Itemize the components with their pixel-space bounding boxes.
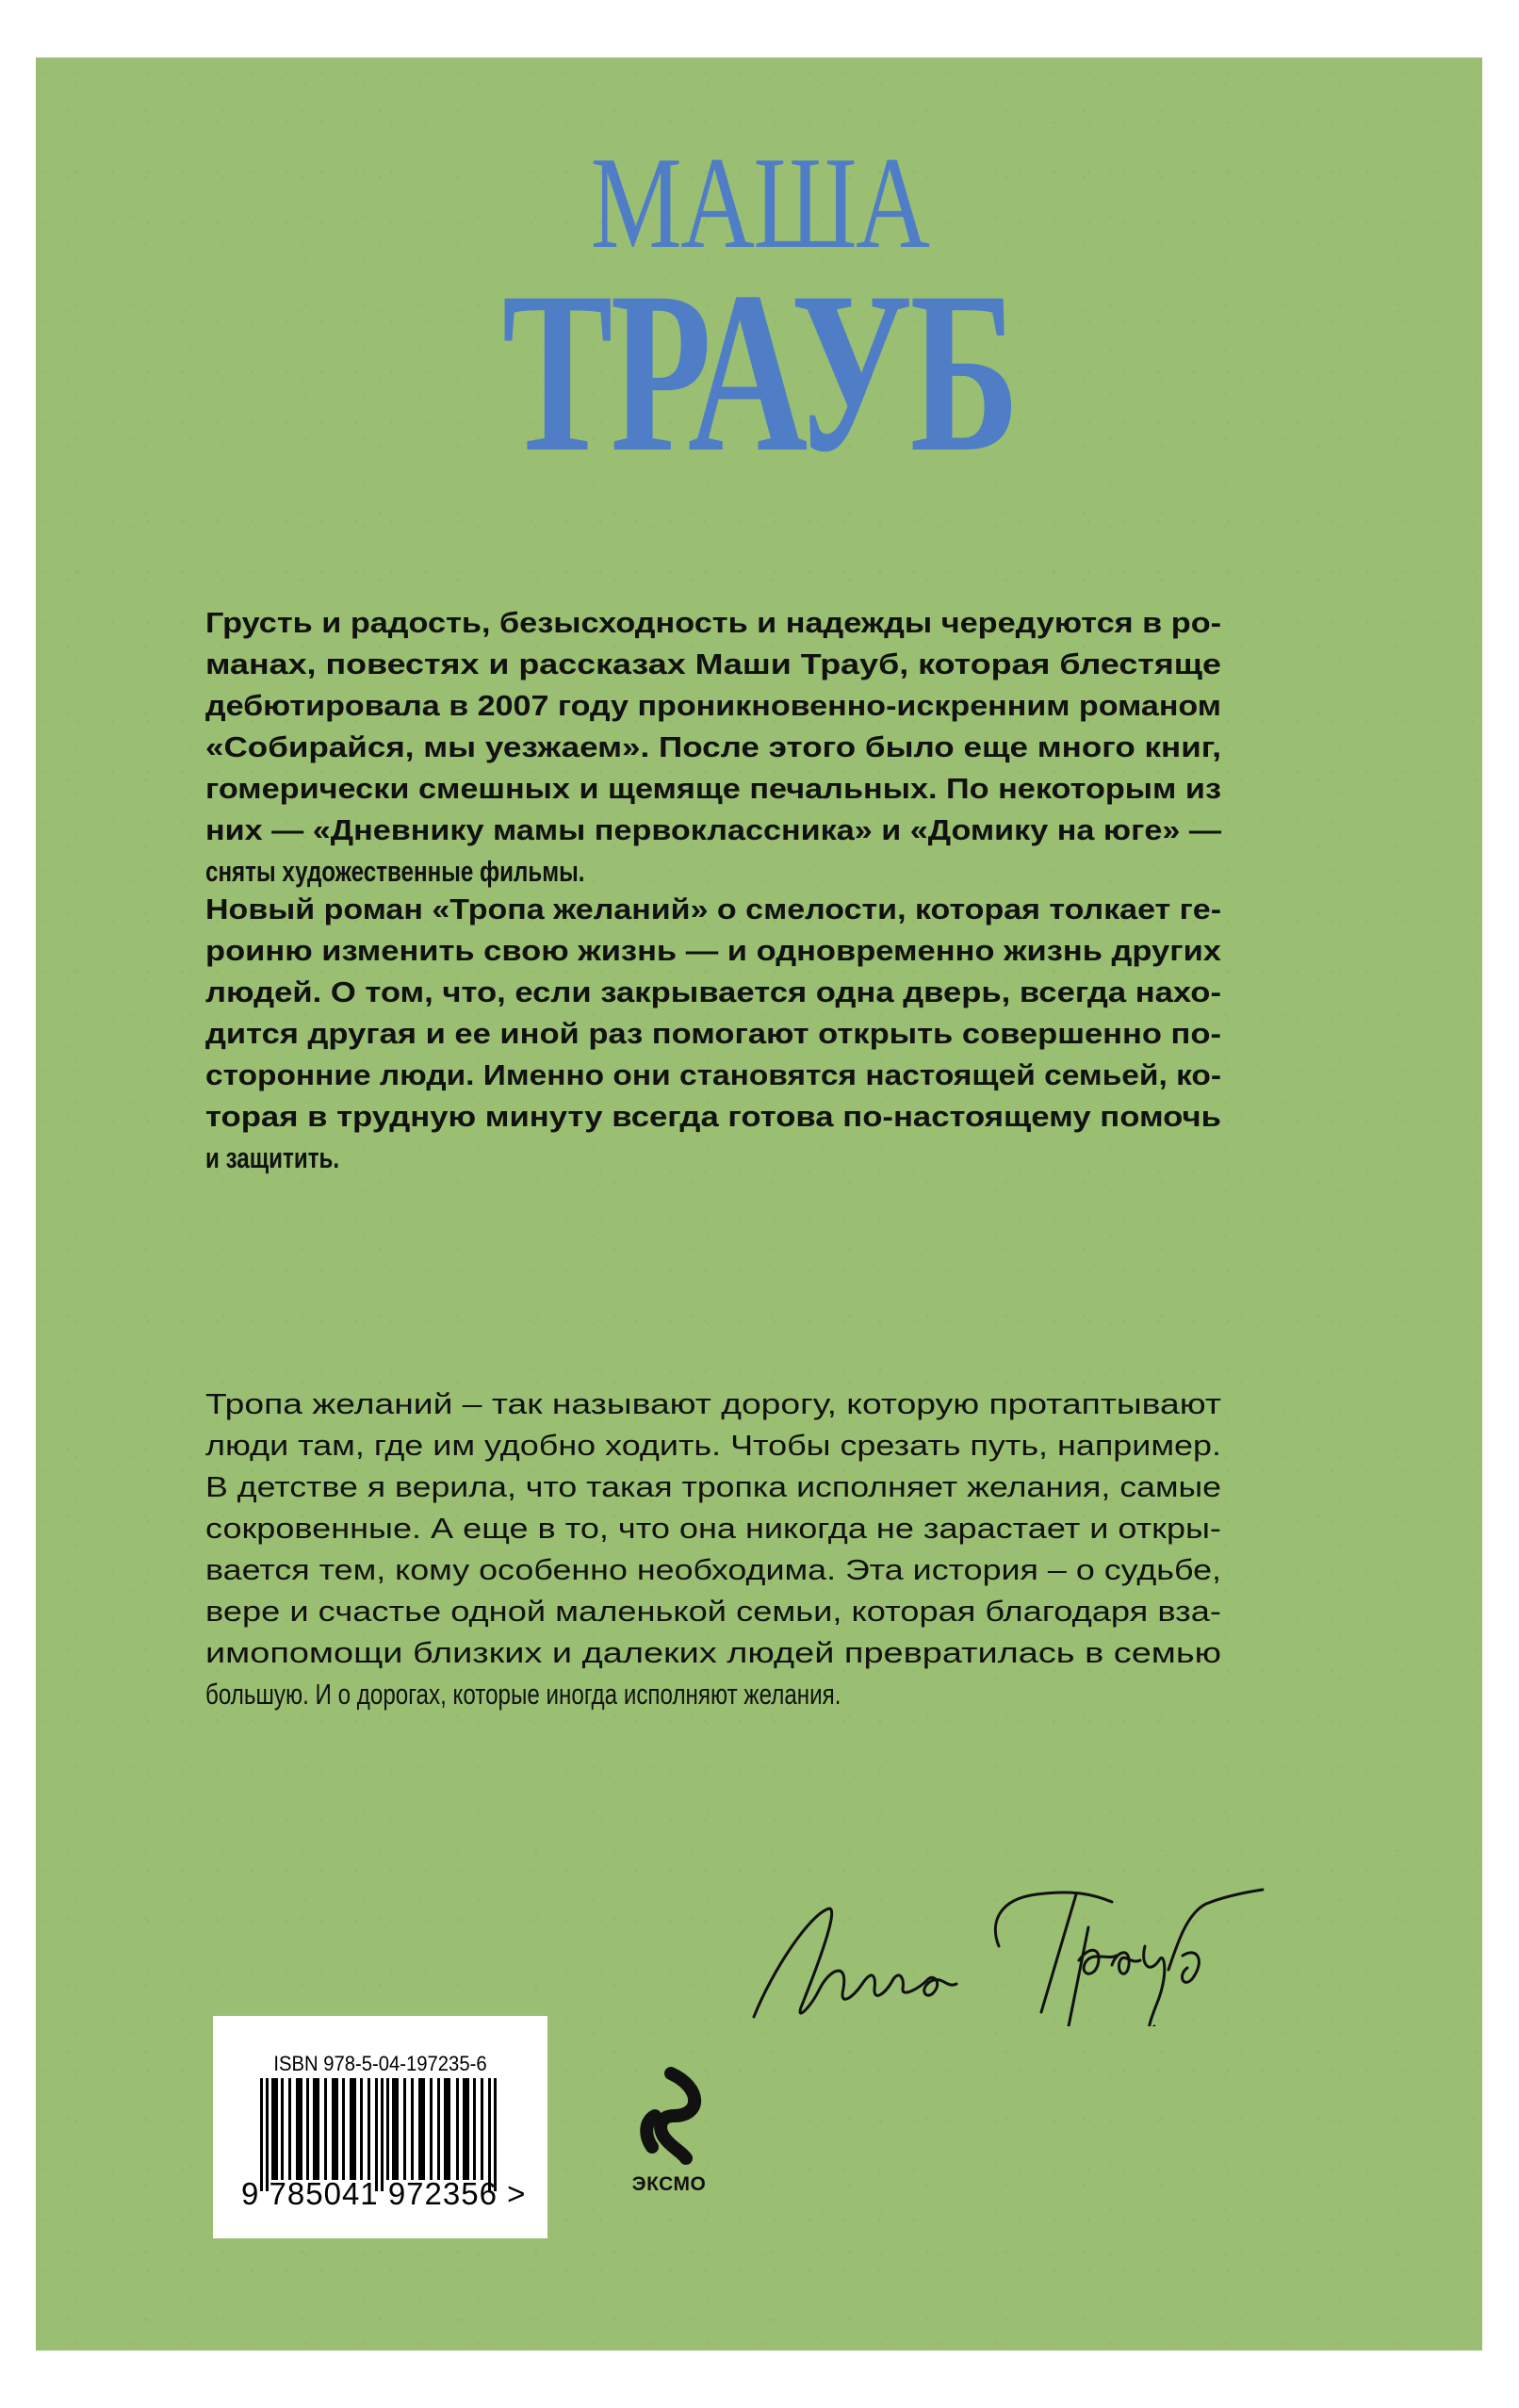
text-line: торая в трудную минуту всегда готова по-настоящему помочь bbox=[205, 1100, 1221, 1133]
barcode-digits: 9 785041 972356 > bbox=[241, 2176, 527, 2211]
text-line: и защитить. bbox=[205, 1141, 340, 1174]
handwritten-signature-icon bbox=[716, 1857, 1282, 2026]
text-line: сокровенные. А еще в то, что она никогда не зарастает и откры- bbox=[205, 1512, 1221, 1545]
annotation-paragraph-1 bbox=[205, 602, 1221, 893]
eksmo-logo-icon bbox=[612, 2064, 726, 2168]
text-line: «Собирайся, мы уезжаем». После этого было еще много книг, bbox=[205, 730, 1222, 763]
text-line: имопомощи близких и далеких людей превратилась в семью bbox=[205, 1636, 1222, 1669]
text-line: манах, повестях и рассказах Маши Трауб, которая блестяще bbox=[205, 647, 1221, 680]
text-line: сняты художественные фильмы. bbox=[205, 855, 585, 888]
author-last-name: ТРАУБ bbox=[501, 244, 1018, 500]
text-line: Тропа желаний – так называют дорогу, которую протаптывают bbox=[205, 1387, 1221, 1420]
annotation-paragraph-2 bbox=[205, 889, 1221, 1179]
text-line: дится другая и ее иной раз помогают открыть совершенно по- bbox=[205, 1017, 1221, 1050]
text-line: люди там, где им удобно ходить. Чтобы срезать путь, например. bbox=[205, 1429, 1221, 1462]
text-line: Новый роман «Тропа желаний» о смелости, которая толкает ге- bbox=[205, 893, 1222, 926]
barcode-bars-icon bbox=[260, 2078, 505, 2191]
text-line: дебютировала в 2007 году проникновенно-искренним романом bbox=[205, 689, 1221, 722]
text-line: вере и счастье одной маленькой семьи, которая благодаря вза- bbox=[205, 1595, 1221, 1628]
text-line: вается тем, кому особенно необходима. Эта история – о судьбе, bbox=[205, 1553, 1221, 1586]
publisher-logo bbox=[612, 2064, 726, 2205]
isbn-barcode bbox=[213, 2016, 547, 2238]
text-line: сторонние люди. Именно они становятся настоящей семьей, ко- bbox=[205, 1058, 1222, 1091]
text-line: гомерически смешных и щемяще печальных. По некоторым из bbox=[205, 772, 1222, 805]
text-line: людей. О том, что, если закрывается одна дверь, всегда нахо- bbox=[205, 975, 1221, 1008]
publisher-name: ЭКСМО bbox=[631, 2173, 707, 2195]
text-line: большую. И о дорогах, которые иногда исполняют желания. bbox=[205, 1678, 841, 1711]
text-line: В детстве я верила, что такая тропка исполняет желания, самые bbox=[205, 1470, 1222, 1503]
author-first-name: МАША bbox=[590, 130, 929, 276]
isbn-label: ISBN 978-5-04-197235-6 bbox=[273, 2052, 487, 2075]
text-line: роиню изменить свою жизнь — и одновременно жизнь других bbox=[205, 934, 1222, 967]
text-line: них — «Дневнику мамы первоклассника» и «Домику на юге» — bbox=[205, 813, 1221, 846]
author-note-paragraph bbox=[205, 1384, 1221, 1715]
text-line: Грусть и радость, безысходность и надежды чередуются в ро- bbox=[205, 606, 1222, 639]
